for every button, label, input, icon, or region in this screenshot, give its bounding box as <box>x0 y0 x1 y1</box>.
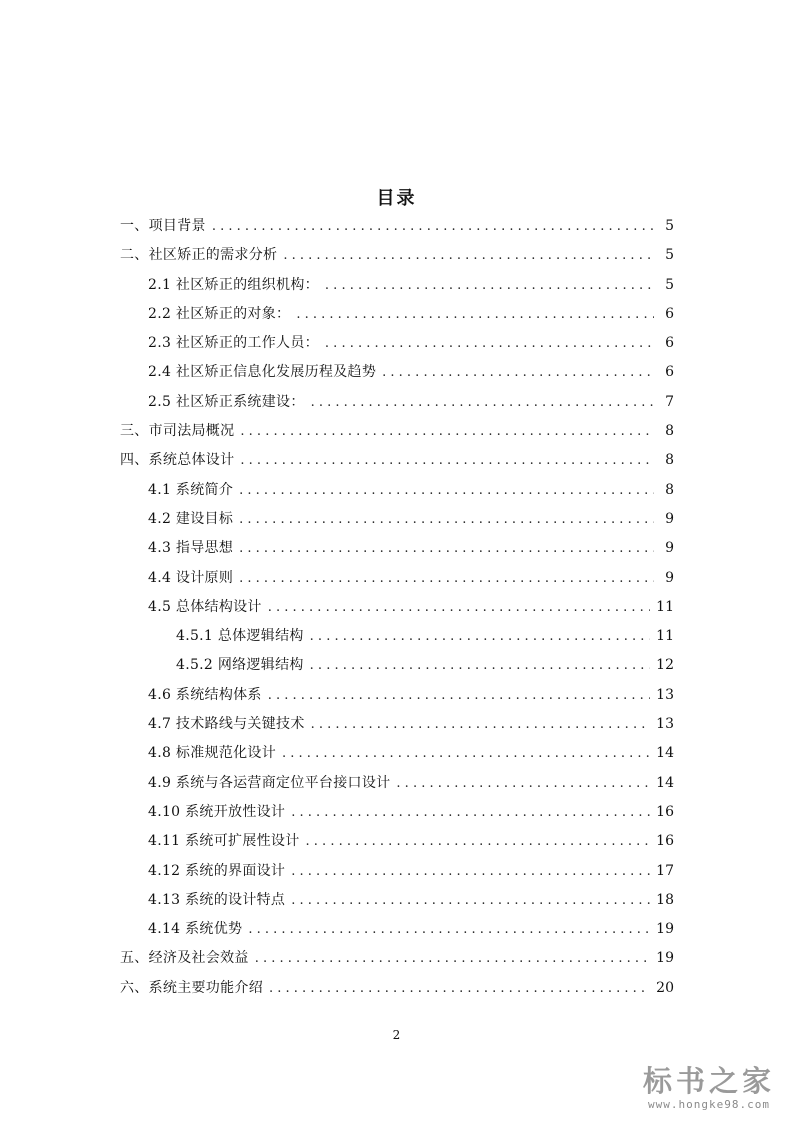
toc-entry-text: 四、系统总体设计 <box>120 452 235 469</box>
toc-entry-text: 4.5.1 总体逻辑结构 <box>176 628 304 645</box>
toc-dot-leader <box>248 915 650 944</box>
toc-entry[interactable] <box>120 681 674 710</box>
toc-entry-page: 7 <box>665 393 674 410</box>
toc-entry-page: 14 <box>656 745 674 762</box>
toc-entry-text: 2.5 社区矫正系统建设： <box>148 393 305 410</box>
toc-entry[interactable] <box>120 446 674 475</box>
toc-dot-leader <box>268 593 650 622</box>
toc-dot-leader <box>291 886 650 915</box>
toc-dot-leader <box>396 769 650 798</box>
table-of-contents <box>120 212 674 1003</box>
toc-dot-leader <box>240 446 654 475</box>
toc-entry[interactable] <box>120 476 674 505</box>
toc-dot-leader <box>296 300 654 329</box>
toc-entry-page: 8 <box>665 423 674 440</box>
toc-entry-page: 13 <box>656 686 674 703</box>
toc-entry-page: 17 <box>656 862 674 879</box>
watermark-url: www.hongke98.com <box>648 1098 770 1111</box>
toc-entry-page: 8 <box>665 452 674 469</box>
toc-entry-text: 4.8 标准规范化设计 <box>148 745 277 762</box>
toc-entry[interactable] <box>120 710 674 739</box>
toc-entry-page: 14 <box>656 774 674 791</box>
toc-dot-leader <box>268 681 650 710</box>
toc-entry-text: 4.6 系统结构体系 <box>148 686 262 703</box>
toc-entry-page: 5 <box>665 276 674 293</box>
toc-entry-page: 19 <box>656 921 674 938</box>
toc-entry[interactable] <box>120 798 674 827</box>
toc-dot-leader <box>310 622 651 651</box>
toc-entry[interactable] <box>120 271 674 300</box>
toc-dot-leader <box>212 212 654 241</box>
toc-entry[interactable] <box>120 388 674 417</box>
toc-entry[interactable] <box>120 212 674 241</box>
toc-entry-text: 4.12 系统的界面设计 <box>148 862 286 879</box>
toc-dot-leader <box>239 505 654 534</box>
page-number: 2 <box>392 1028 401 1042</box>
toc-entry-page: 19 <box>656 950 674 967</box>
toc-entry-text: 2.2 社区矫正的对象： <box>148 305 291 322</box>
toc-dot-leader <box>325 271 654 300</box>
toc-dot-leader <box>239 476 654 505</box>
toc-dot-leader <box>311 388 654 417</box>
toc-entry-page: 12 <box>656 657 674 674</box>
toc-entry-text: 4.4 设计原则 <box>148 569 234 586</box>
toc-entry[interactable] <box>120 769 674 798</box>
toc-entry-text: 4.5 总体结构设计 <box>148 598 262 615</box>
toc-entry[interactable] <box>120 300 674 329</box>
toc-entry[interactable] <box>120 857 674 886</box>
toc-dot-leader <box>255 944 650 973</box>
toc-entry[interactable] <box>120 651 674 680</box>
toc-entry-page: 18 <box>656 891 674 908</box>
toc-entry-text: 4.7 技术路线与关键技术 <box>148 716 305 733</box>
toc-dot-leader <box>291 798 650 827</box>
toc-dot-leader <box>282 739 650 768</box>
toc-dot-leader <box>239 564 654 593</box>
toc-entry-text: 五、经济及社会效益 <box>120 950 249 967</box>
toc-entry-text: 4.9 系统与各运营商定位平台接口设计 <box>148 774 391 791</box>
toc-title: 目录 <box>376 188 417 209</box>
toc-entry-page: 16 <box>656 833 674 850</box>
toc-dot-leader <box>325 329 654 358</box>
toc-entry-text: 2.4 社区矫正信息化发展历程及趋势 <box>148 364 377 381</box>
toc-entry-text: 三、市司法局概况 <box>120 423 235 440</box>
toc-entry[interactable] <box>120 241 674 270</box>
toc-entry-page: 9 <box>665 540 674 557</box>
watermark <box>639 1064 779 1112</box>
toc-entry-text: 二、社区矫正的需求分析 <box>120 247 278 264</box>
toc-entry[interactable] <box>120 564 674 593</box>
toc-entry[interactable] <box>120 827 674 856</box>
toc-entry-text: 4.5.2 网络逻辑结构 <box>176 657 304 674</box>
toc-entry-text: 4.10 系统开放性设计 <box>148 803 286 820</box>
toc-entry[interactable] <box>120 329 674 358</box>
toc-entry[interactable] <box>120 622 674 651</box>
toc-entry-text: 一、项目背景 <box>120 218 206 234</box>
toc-entry[interactable] <box>120 739 674 768</box>
toc-dot-leader <box>310 651 651 680</box>
toc-entry-text: 4.3 指导思想 <box>148 540 234 557</box>
watermark-logo: 标书之家 <box>642 1064 775 1098</box>
toc-entry-text: 4.11 系统可扩展性设计 <box>148 833 300 850</box>
toc-entry[interactable] <box>120 417 674 446</box>
toc-entry[interactable] <box>120 505 674 534</box>
toc-entry[interactable] <box>120 886 674 915</box>
toc-entry-page: 8 <box>665 481 674 498</box>
toc-entry-page: 5 <box>665 247 674 264</box>
toc-dot-leader <box>382 358 654 387</box>
toc-entry-page: 11 <box>656 628 674 645</box>
toc-dot-leader <box>269 974 650 1003</box>
toc-entry[interactable] <box>120 915 674 944</box>
toc-entry-page: 20 <box>656 979 674 996</box>
toc-entry-page: 9 <box>665 569 674 586</box>
toc-entry-page: 6 <box>665 305 674 322</box>
toc-dot-leader <box>311 710 651 739</box>
toc-entry-text: 2.1 社区矫正的组织机构： <box>148 276 319 293</box>
toc-entry-page: 5 <box>665 218 674 234</box>
toc-entry-page: 11 <box>656 598 674 615</box>
toc-entry-text: 4.2 建设目标 <box>148 510 234 527</box>
toc-entry[interactable] <box>120 944 674 973</box>
toc-dot-leader <box>291 857 650 886</box>
toc-entry-page: 16 <box>656 803 674 820</box>
toc-entry[interactable] <box>120 358 674 387</box>
toc-dot-leader <box>239 534 654 563</box>
toc-entry-text: 六、系统主要功能介绍 <box>120 979 263 996</box>
toc-entry-text: 4.14 系统优势 <box>148 921 243 938</box>
toc-entry-page: 9 <box>665 510 674 527</box>
toc-dot-leader <box>306 827 651 856</box>
toc-entry-text: 4.1 系统简介 <box>148 481 234 498</box>
toc-entry-page: 6 <box>665 364 674 381</box>
toc-entry-text: 4.13 系统的设计特点 <box>148 891 286 908</box>
toc-entry-page: 13 <box>656 716 674 733</box>
toc-entry-page: 6 <box>665 335 674 352</box>
toc-entry[interactable] <box>120 974 674 1003</box>
toc-dot-leader <box>283 241 654 270</box>
toc-entry[interactable] <box>120 593 674 622</box>
toc-dot-leader <box>240 417 654 446</box>
toc-entry-text: 2.3 社区矫正的工作人员： <box>148 335 319 352</box>
toc-entry[interactable] <box>120 534 674 563</box>
